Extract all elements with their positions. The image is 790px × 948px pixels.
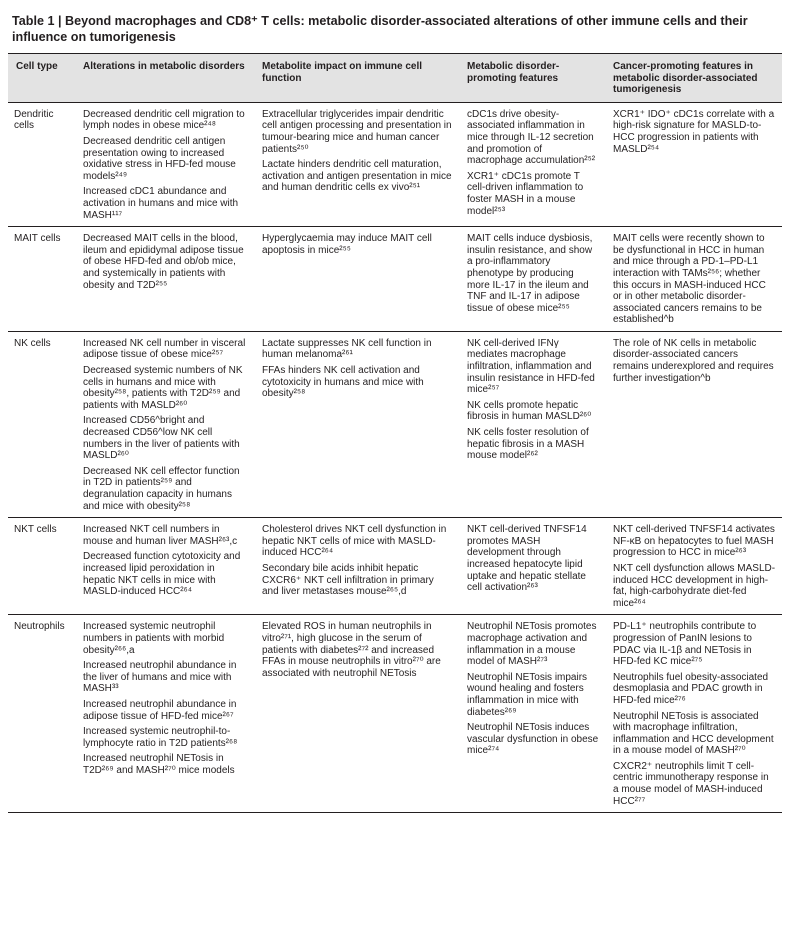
cell-paragraph: Increased neutrophil abundance in the liver of humans and mice with MASH³³ (83, 660, 237, 695)
cell-paragraph: Increased systemic neutrophil-to-lymphocyte ratio in T2D patients²⁶⁸ (83, 726, 238, 749)
cell-paragraph: Neutrophil NETosis induces vascular dysfunction in obese mice²⁷⁴ (467, 722, 599, 757)
cancer-cell (605, 331, 782, 517)
header-metabolic: Metabolic disorder-promoting features (459, 54, 605, 103)
header-cancer: Cancer-promoting features in metabolic disorder-associated tumorigenesis (605, 54, 782, 103)
metabolite-cell (254, 331, 459, 517)
table-row (8, 102, 782, 226)
cell-paragraph: Increased NKT cell numbers in mouse and human liver MASH²⁶³,c (83, 524, 238, 547)
cell-paragraph: NK cells foster resolution of hepatic fibrosis in a MASH mouse model²⁶² (467, 427, 589, 462)
alterations-cell (75, 615, 254, 813)
cell-paragraph: PD-L1⁺ neutrophils contribute to progression of PanIN lesions to PDAC via IL-1β and NETosis in HFD-fed KC mice²⁷⁵ (613, 621, 757, 668)
table-body (8, 102, 782, 812)
cell-paragraph: Increased NK cell number in visceral adipose tissue of obese mice²⁵⁷ (83, 337, 246, 361)
metabolic-cell (459, 102, 605, 226)
table-row (8, 615, 782, 813)
cell-paragraph: cDC1s drive obesity-associated inflammation in mice through IL-12 secretion and promotion of macrophage accumulation²⁵² (467, 108, 596, 167)
cell-paragraph: Decreased systemic numbers of NK cells in humans and mice with obesity²⁵⁸, patients with T2D²⁵⁹ and patients with MASLD²⁶⁰ (83, 365, 243, 411)
data-table (8, 53, 782, 813)
metabolite-cell (254, 102, 459, 226)
cell-paragraph: FFAs hinders NK cell activation and cytotoxicity in humans and mice with obesity²⁵⁸ (262, 365, 424, 400)
table-row (8, 227, 782, 332)
metabolite-cell (254, 227, 459, 332)
table-header (8, 54, 782, 103)
cell-paragraph: NKT cell-derived TNFSF14 promotes MASH development through increased hepatocyte lipid uptake and hepatic stellate cell activation²⁶³ (467, 524, 587, 594)
table-title: Table 1 | Beyond macrophages and CD8⁺ T cells: metabolic disorder-associated alterations of other immune cells and their influence on tumorigenesis (12, 14, 748, 44)
cell-paragraph: NKT cell-derived TNFSF14 activates NF-κB on hepatocytes to fuel MASH progression to HCC in mice²⁶³ (613, 524, 775, 559)
table-row (8, 518, 782, 615)
cell-paragraph: Hyperglycaemia may induce MAIT cell apoptosis in mice²⁵⁵ (262, 233, 432, 256)
cell-paragraph: The role of NK cells in metabolic disorder-associated cancers remains underexplored and requires further investigation^b (613, 337, 774, 384)
cancer-cell (605, 518, 782, 615)
cell-paragraph: Neutrophil NETosis impairs wound healing and fosters inflammation in mice with diabetes²⁶⁹ (467, 671, 588, 718)
cell-paragraph: Neutrophils fuel obesity-associated desmoplasia and PDAC growth in HFD-fed mice²⁷⁶ (613, 671, 769, 706)
cell-paragraph: Decreased MAIT cells in the blood, ileum and epididymal adipose tissue of obese HFD-fed and ob/ob mice, and systemically in patients with obesity and T2D²⁵⁵ (83, 233, 244, 291)
cell-paragraph: Decreased NK cell effector function in T2D in patients²⁵⁹ and degranulation capacity in humans and mice with obesity²⁵⁸ (83, 465, 240, 512)
cell-type: Neutrophils (8, 615, 75, 813)
cell-paragraph: Increased cDC1 abundance and activation in humans and mice with MASH¹¹⁷ (83, 186, 239, 221)
cell-paragraph: NKT cell dysfunction allows MASLD-induced HCC development in high-fat, high-carbohydrate diet-fed mice²⁶⁴ (613, 562, 776, 609)
cell-paragraph: Elevated ROS in human neutrophils in vitro²⁷¹, high glucose in the serum of patients with diabetes²⁷² and increased FFAs in mouse neutrophils in vitro²⁷⁰ are associated with neutrophil NETosis (262, 621, 441, 679)
cell-paragraph: Extracellular triglycerides impair dendritic cell antigen processing and presentation in tumour-bearing mice and human cancer patients²⁵⁰ (262, 108, 452, 155)
metabolite-cell (254, 518, 459, 615)
cell-paragraph: Lactate hinders dendritic cell maturation, activation and antigen presentation in mice and human dendritic cells ex vivo²⁵¹ (262, 159, 452, 194)
cell-paragraph: NK cell-derived IFNγ mediates macrophage infiltration, inflammation and insulin resistance in HFD-fed mice²⁵⁷ (467, 337, 595, 396)
header-metabolite: Metabolite impact on immune cell function (254, 54, 459, 103)
cell-paragraph: Secondary bile acids inhibit hepatic CXCR6⁺ NKT cell infiltration in primary and liver metastases mouse²⁶⁵,d (262, 562, 434, 598)
cell-type: Dendritic cells (8, 102, 75, 226)
cell-type: MAIT cells (8, 227, 75, 332)
metabolic-cell (459, 227, 605, 332)
cell-paragraph: MAIT cells were recently shown to be dysfunctional in HCC in human and mice through a PD-1–PD-L1 interaction with TAMs²⁵⁶; whether this occurs in MASH-induced HCC or in other metabolic disorder-associated cancers remains to be established^b (613, 233, 766, 326)
metabolic-cell (459, 615, 605, 813)
header-alterations: Alterations in metabolic disorders (75, 54, 254, 103)
cell-paragraph: Increased neutrophil NETosis in T2D²⁶⁹ and MASH²⁷⁰ mice models (83, 753, 235, 776)
cell-type: NKT cells (8, 518, 75, 615)
cell-paragraph: XCR1⁺ IDO⁺ cDC1s correlate with a high-risk signature for MASLD-to-HCC progression in patients with MASLD²⁵⁴ (613, 108, 775, 155)
cell-paragraph: MAIT cells induce dysbiosis, insulin resistance, and show a pro-inflammatory phenotype by producing more IL-17 in the ileum and TNF and IL-17 in adipose tissue of obese mice²⁵⁵ (467, 233, 593, 314)
cancer-cell (605, 102, 782, 226)
cell-paragraph: Lactate suppresses NK cell function in human melanoma²⁶¹ (262, 337, 432, 361)
cell-paragraph: XCR1⁺ cDC1s promote T cell-driven inflammation to foster MASH in a mouse model²⁵³ (467, 170, 584, 217)
cell-paragraph: NK cells promote hepatic fibrosis in human MASLD²⁶⁰ (467, 399, 592, 423)
header-cell-type: Cell type (8, 54, 75, 103)
alterations-cell (75, 331, 254, 517)
table-row (8, 331, 782, 517)
metabolic-cell (459, 518, 605, 615)
alterations-cell (75, 227, 254, 332)
cell-paragraph: Increased systemic neutrophil numbers in patients with morbid obesity²⁶⁶,a (83, 621, 225, 656)
cell-paragraph: Neutrophil NETosis promotes macrophage activation and inflammation in a mouse model of MASH²⁷³ (467, 621, 597, 668)
cancer-cell (605, 615, 782, 813)
alterations-cell (75, 518, 254, 615)
cell-paragraph: Neutrophil NETosis is associated with macrophage infiltration, inflammation and HCC development in a mouse model of MASH²⁷⁰ (613, 710, 774, 757)
metabolite-cell (254, 615, 459, 813)
cancer-cell (605, 227, 782, 332)
cell-paragraph: Decreased dendritic cell migration to lymph nodes in obese mice²⁴⁸ (83, 108, 245, 132)
cell-paragraph: CXCR2⁺ neutrophils limit T cell-centric immunotherapy response in a mouse model of MASH-induced HCC²⁷⁷ (613, 760, 769, 807)
cell-paragraph: Cholesterol drives NKT cell dysfunction in hepatic NKT cells of mice with MASLD-induced HCC²⁶⁴ (262, 524, 447, 559)
alterations-cell (75, 102, 254, 226)
cell-paragraph: Increased neutrophil abundance in adipose tissue of HFD-fed mice²⁶⁷ (83, 698, 237, 722)
cell-paragraph: Decreased function cytotoxicity and increased lipid peroxidation in hepatic NKT cells in mice with MASLD-induced HCC²⁶⁴ (83, 551, 241, 598)
cell-type: NK cells (8, 331, 75, 517)
metabolic-cell (459, 331, 605, 517)
cell-paragraph: Increased CD56^bright and decreased CD56^low NK cell numbers in the liver of patients with MASLD²⁶⁰ (83, 415, 240, 462)
cell-paragraph: Decreased dendritic cell antigen presentation owing to increased oxidative stress in HFD-fed mouse models²⁴⁹ (83, 135, 236, 182)
